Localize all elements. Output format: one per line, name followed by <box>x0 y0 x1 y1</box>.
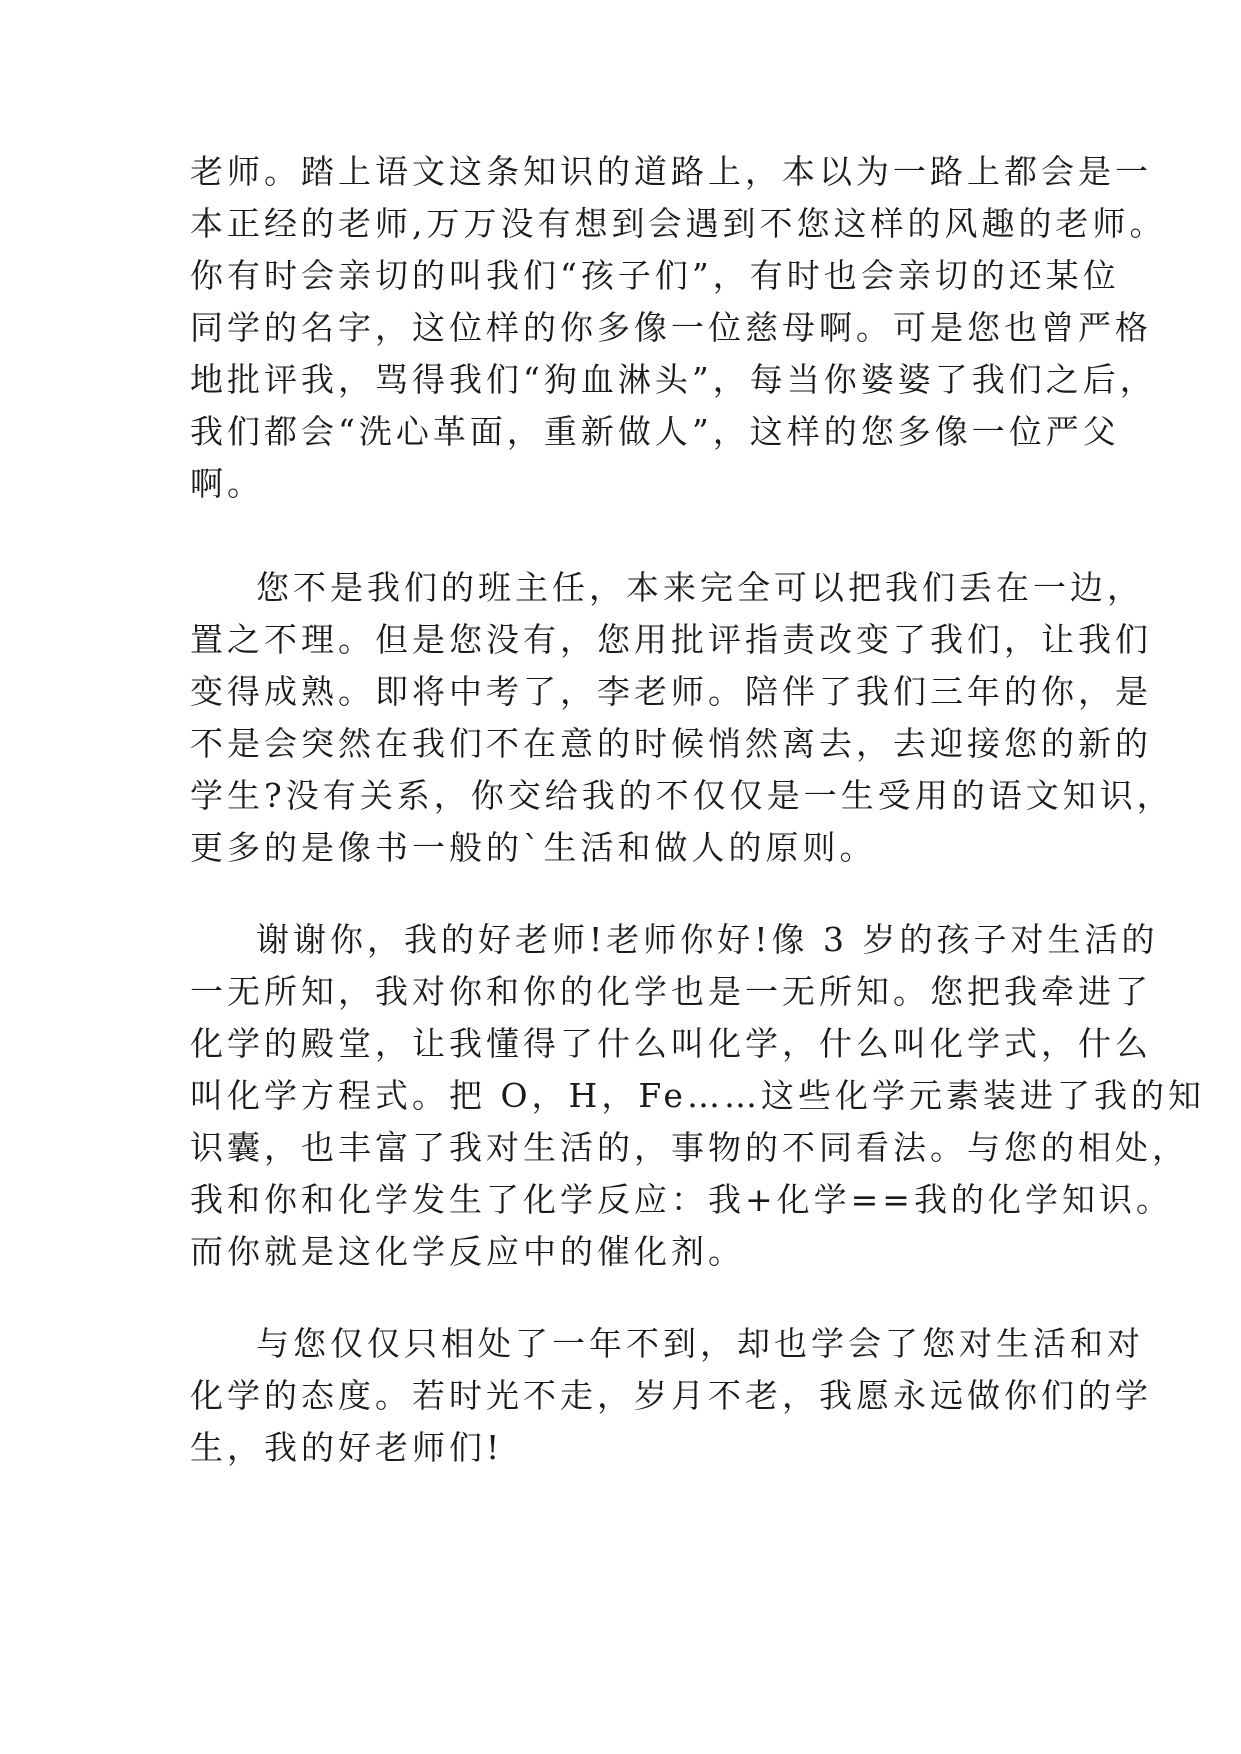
text-line: 我和你和化学发生了化学反应：我+化学==我的化学知识。 <box>190 1180 1173 1219</box>
text-line: 化学的殿堂，让我懂得了什么叫化学，什么叫化学式，什么 <box>190 1024 1152 1063</box>
paragraph-first-line: 您不是我们的班主任，本来完全可以把我们丢在一边， <box>256 568 1144 607</box>
text-line: 一无所知，我对你和你的化学也是一无所知。您把我牵进了 <box>190 972 1152 1011</box>
text-line: 你有时会亲切的叫我们“孩子们”，有时也会亲切的还某位 <box>190 256 1120 295</box>
text-line: 同学的名字，这位样的你多像一位慈母啊。可是您也曾严格 <box>190 308 1152 347</box>
text-line: 更多的是像书一般的`生活和做人的原则。 <box>190 828 877 867</box>
text-line: 老师。踏上语文这条知识的道路上，本以为一路上都会是一 <box>190 152 1152 191</box>
text-line: 置之不理。但是您没有，您用批评指责改变了我们，让我们 <box>190 620 1152 659</box>
text-line: 生，我的好老师们! <box>190 1428 504 1467</box>
text-line: 地批评我，骂得我们“狗血淋头”，每当你婆婆了我们之后， <box>190 360 1157 399</box>
text-line: 叫化学方程式。把 O，H，Fe……这些化学元素装进了我的知 <box>190 1076 1205 1115</box>
paragraph-first-line: 与您仅仅只相处了一年不到，却也学会了您对生活和对 <box>256 1324 1144 1363</box>
text-line: 学生?没有关系，你交给我的不仅仅是一生受用的语文知识， <box>190 776 1174 815</box>
text-line: 我们都会“洗心革面，重新做人”，这样的您多像一位严父 <box>190 412 1120 451</box>
paragraph-first-line: 谢谢你，我的好老师!老师你好!像 3 岁的孩子对生活的 <box>256 920 1159 959</box>
text-line: 啊。 <box>190 464 264 503</box>
text-line: 识囊，也丰富了我对生活的，事物的不同看法。与您的相处， <box>190 1128 1189 1167</box>
text-line: 而你就是这化学反应中的催化剂。 <box>190 1232 745 1271</box>
text-line: 化学的态度。若时光不走，岁月不老，我愿永远做你们的学 <box>190 1376 1152 1415</box>
text-line: 本正经的老师,万万没有想到会遇到不您这样的风趣的老师。 <box>190 204 1167 243</box>
text-line: 变得成熟。即将中考了，李老师。陪伴了我们三年的你，是 <box>190 672 1152 711</box>
text-line: 不是会突然在我们不在意的时候悄然离去，去迎接您的新的 <box>190 724 1152 763</box>
